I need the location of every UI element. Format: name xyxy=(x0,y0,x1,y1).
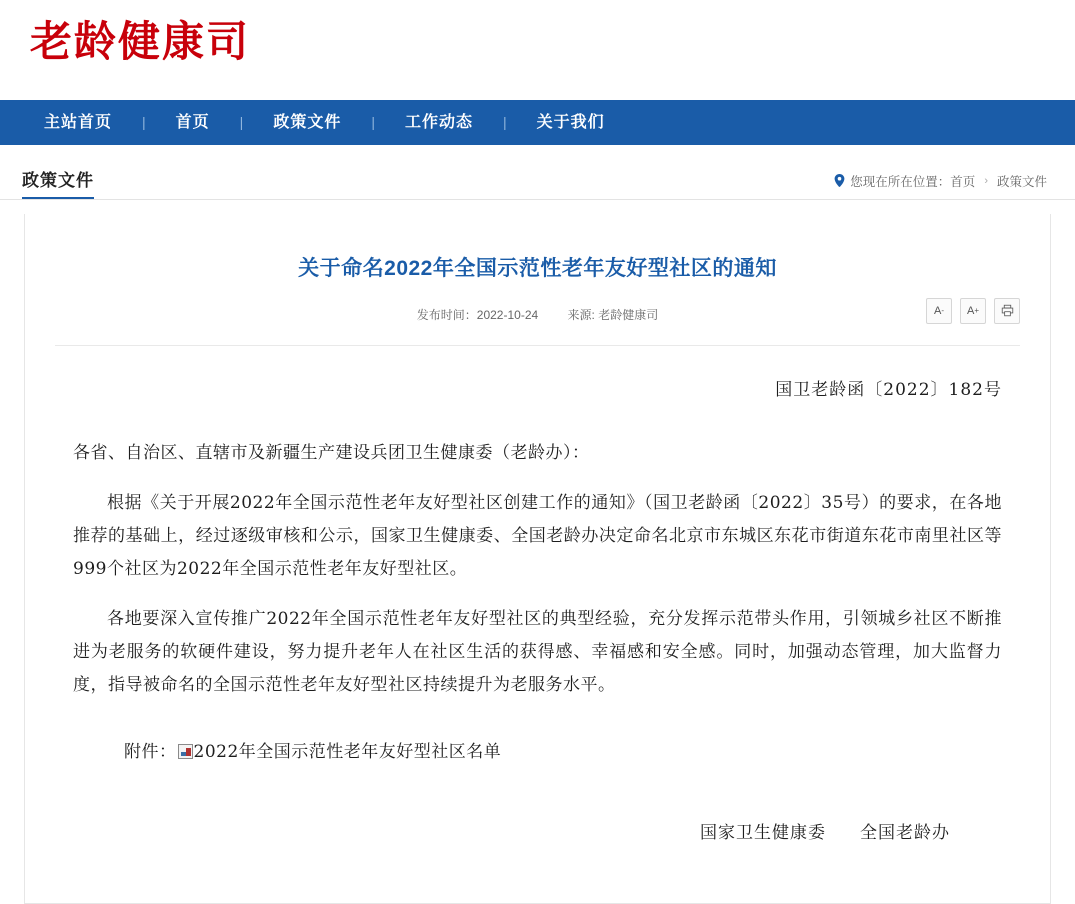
print-button[interactable] xyxy=(994,298,1020,324)
nav-item-main-home[interactable]: 主站首页 xyxy=(44,114,113,131)
publish-time xyxy=(417,308,538,322)
breadcrumb xyxy=(834,172,1047,199)
nav-item-policy-documents[interactable]: 政策文件 xyxy=(273,114,342,131)
page-title: 政策文件 xyxy=(22,166,94,199)
chevron-right-icon: › xyxy=(984,175,988,187)
breadcrumb-item-home[interactable]: 首页 xyxy=(950,175,976,189)
nav-separator: | xyxy=(142,114,146,130)
nav-item-work-updates[interactable]: 工作动态 xyxy=(404,114,473,131)
increase-font-sign: + xyxy=(974,306,979,315)
main-navigation xyxy=(0,100,1075,145)
site-header xyxy=(0,0,1075,100)
signature-org-2: 全国老龄办 xyxy=(860,823,950,843)
article-title: 关于命名2022年全国示范性老年友好型社区的通知 xyxy=(298,257,777,280)
document-paragraph-1: 根据《关于开展2022年全国示范性老年友好型社区创建工作的通知》（国卫老龄函〔2022〕35号）的要求，在各地推荐的基础上，经过逐级审核和公示，国家卫生健康委、全国老龄办决定命名北京市东城区东花市街道东花市南里社区等999个社区为2022年全国示范性老年友好型社区。 xyxy=(73,493,1002,579)
document-salutation: 各省、自治区、直辖市及新疆生产建设兵团卫生健康委（老龄办）： xyxy=(73,443,590,463)
attachment-link[interactable]: 2022年全国示范性老年友好型社区名单 xyxy=(193,742,502,762)
breadcrumb-item-policy-documents[interactable]: 政策文件 xyxy=(996,175,1047,189)
article-meta xyxy=(55,306,1020,346)
nav-separator: | xyxy=(502,114,507,130)
attachment-label: 附件： xyxy=(124,742,177,762)
nav-item-home[interactable]: 首页 xyxy=(175,114,210,131)
nav-separator: | xyxy=(239,114,244,130)
document-number: 国卫老龄函〔2022〕182号 xyxy=(775,380,1002,400)
article-tools xyxy=(926,298,1020,324)
publish-time-label: 发布时间： xyxy=(416,308,477,322)
source-label: 来源: xyxy=(567,308,595,322)
location-pin-icon xyxy=(834,174,845,189)
document-signature xyxy=(73,817,1002,850)
document-paragraph-2: 各地要深入宣传推广2022年全国示范性老年友好型社区的典型经验，充分发挥示范带头作用，引领城乡社区不断推进为老服务的软硬件建设，努力提升老年人在社区生活的获得感、幸福感和安全感。同时，加强动态管理，加大监督力度，指导被命名的全国示范性老年友好型社区持续提升为老服务水平。 xyxy=(73,609,1002,695)
site-logo: 老龄健康司 xyxy=(30,17,251,66)
printer-icon xyxy=(1001,304,1014,319)
decrease-font-sign: - xyxy=(941,306,944,315)
publish-time-value: 2022-10-24 xyxy=(476,308,539,322)
increase-font-button[interactable] xyxy=(960,298,986,324)
source-value: 老龄健康司 xyxy=(598,308,659,322)
article-panel xyxy=(24,214,1051,904)
sub-header-bar xyxy=(0,145,1075,200)
increase-font-letter: A xyxy=(966,304,975,317)
breadcrumb-prefix: 您现在所在位置： xyxy=(850,175,951,189)
decrease-font-button[interactable] xyxy=(926,298,952,324)
attachment-line xyxy=(73,736,1002,769)
signature-org-1: 国家卫生健康委 xyxy=(700,823,826,843)
article-inner xyxy=(25,214,1050,850)
source xyxy=(568,308,659,322)
nav-item-about-us[interactable]: 关于我们 xyxy=(536,114,605,131)
nav-separator: | xyxy=(371,114,375,130)
document-body xyxy=(55,374,1020,850)
attachment-file-icon xyxy=(178,744,193,759)
decrease-font-letter: A xyxy=(933,304,942,317)
